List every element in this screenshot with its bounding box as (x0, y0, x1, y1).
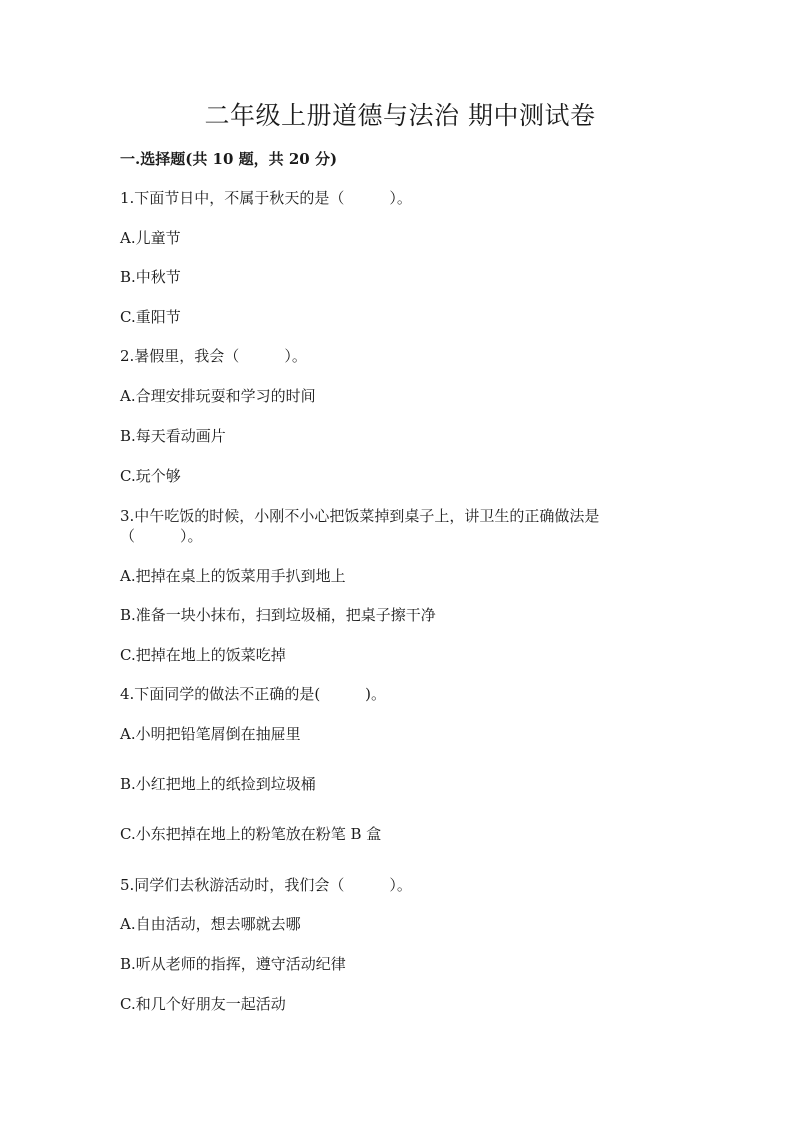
option-c: C.玩个够 (120, 467, 181, 485)
option-a: A.合理安排玩耍和学习的时间 (120, 387, 316, 405)
question-stem: 1.下面节日中，不属于秋天的是（ ）。 (120, 189, 412, 207)
question-stem: 5.同学们去秋游活动时，我们会（ ）。 (120, 876, 412, 894)
option-a: A.把掉在桌上的饭菜用手扒到地上 (120, 567, 346, 585)
option-a: A.自由活动，想去哪就去哪 (120, 915, 301, 933)
option-c: C.小东把掉在地上的粉笔放在粉笔 B 盒 (120, 825, 382, 843)
option-b: B.小红把地上的纸捡到垃圾桶 (120, 775, 316, 793)
option-a: A.儿童节 (120, 229, 181, 247)
question-stem: 2.暑假里，我会（ ）。 (120, 347, 307, 365)
section-heading: 一.选择题(共 10 题，共 20 分) (120, 150, 338, 168)
option-a: A.小明把铅笔屑倒在抽屉里 (120, 725, 301, 743)
option-b: B.准备一块小抹布，扫到垃圾桶，把桌子擦干净 (120, 606, 436, 624)
option-b: B.中秋节 (120, 268, 181, 286)
option-b: B.听从老师的指挥，遵守活动纪律 (120, 955, 346, 973)
question-stem: 4.下面同学的做法不正确的是( )。 (120, 685, 387, 703)
option-c: C.把掉在地上的饭菜吃掉 (120, 646, 286, 664)
page-title: 二年级上册道德与法治 期中测试卷 (204, 101, 596, 130)
option-c: C.和几个好朋友一起活动 (120, 995, 286, 1013)
question-stem: 3.中午吃饭的时候，小刚不小心把饭菜掉到桌子上，讲卫生的正确做法是（ ）。 (120, 507, 600, 545)
option-c: C.重阳节 (120, 308, 181, 326)
option-b: B.每天看动画片 (120, 427, 226, 445)
